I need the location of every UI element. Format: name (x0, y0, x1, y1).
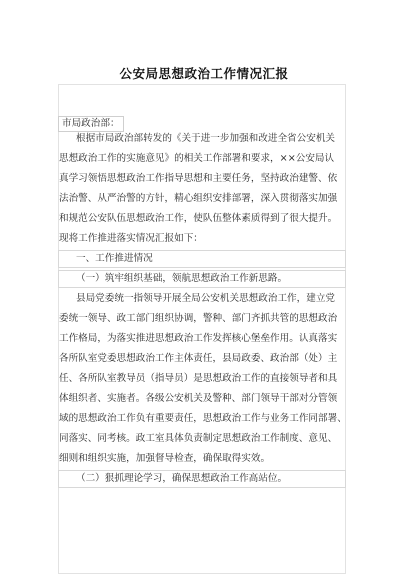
body-line-1: 县局党委统一指领导开展全局公安机关思想政治工作，建立党 (76, 293, 336, 304)
body-line-8: 同落实、同考核。政工室具体负责制定思想政治工作制度、意见、 (59, 433, 338, 444)
subsection-heading-1: （一）筑牢组织基础，领航思想政治工作新思路。 (76, 273, 288, 284)
body-line-2: 委统一领导、政工部门组织协调，警种、部门齐抓共管的思想政治 (59, 313, 338, 324)
intro-line-6: 现将工作推进落实情况汇报如下： (59, 233, 203, 244)
intro-line-1: 根据市局政治部转发的《关于进一步加强和改进全省公安机关 (76, 133, 336, 144)
body-line-6: 体组织者、实施者。各级公安机关及警种、部门领导干部对分管领 (59, 393, 338, 404)
body-line-4: 各所队室党委思想政治工作主体责任，县局政委、政治部（处）主 (59, 353, 338, 364)
intro-line-5: 和规范公安队伍思想政治工作，使队伍整体素质得到了很大提升。 (59, 213, 338, 224)
body-line-5: 任、各所队室教导员（指导员）是思想政治工作的直接领导者和具 (59, 373, 338, 384)
subsection-heading-2: （二）狠抓理论学习，确保思想政治工作高站位。 (76, 473, 288, 484)
salutation: 市局政治部： (58, 116, 124, 132)
document-title: 公安局思想政治工作情况汇报 (119, 66, 289, 81)
intro-line-4: 法治警、从严治警的方针，精心组织安排部署，深入贯彻落实加强 (59, 193, 338, 204)
section-heading: 一、工作推进情况 (76, 253, 153, 264)
intro-line-3: 真学习领悟思想政治工作指导思想和主要任务，坚持政治建警、依 (59, 173, 338, 184)
body-line-9: 细则和组织实施，加强督导检查，确保取得实效。 (59, 453, 271, 464)
body-line-7: 域的思想政治工作负有重要责任，思想政治工作与业务工作同部署、 (59, 413, 347, 424)
intro-line-2: 思想政治工作的实施意见》的相关工作部署和要求，××公安局认 (59, 153, 335, 164)
body-line-3: 工作格局，为落实推进思想政治工作发挥核心堡垒作用。认真落实 (59, 333, 338, 344)
